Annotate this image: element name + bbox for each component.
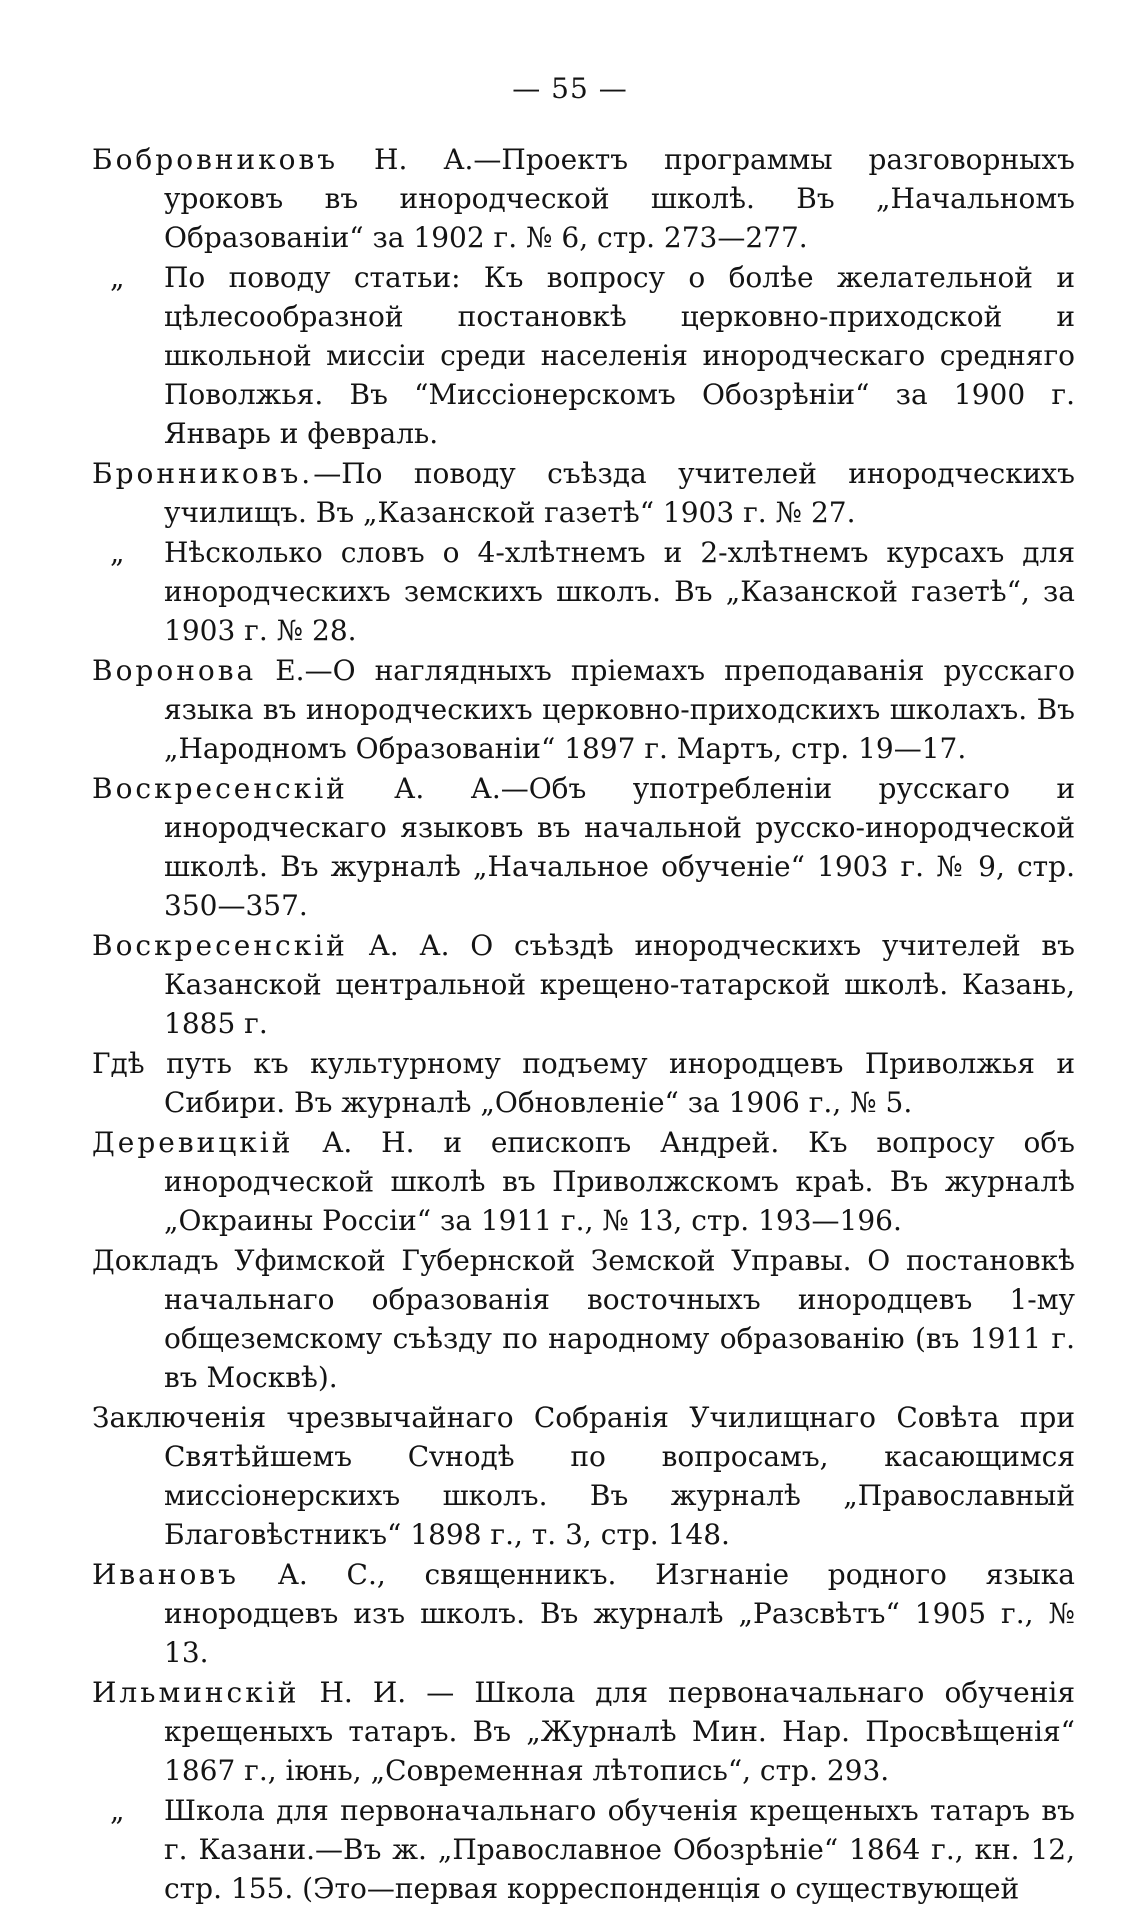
bibliography-entry <box>92 926 1075 1043</box>
entry-text: Школа для первоначальнаго обученія крещеныхъ татаръ въ г. Казани.—Въ ж. „Православное Обозрѣніе“ 1864 г., кн. 12, стр. 155. (Это—первая корреспонденція о существующей <box>164 1794 1075 1905</box>
entry-author: Воронова <box>92 654 257 687</box>
bibliography-entry <box>92 1791 1075 1908</box>
entry-text: Е.—О наглядныхъ пріемахъ преподаванія русскаго языка въ инородческихъ церковно-приходскихъ школахъ. Въ „Народномъ Образованіи“ 1897 г. Мартъ, стр. 19—17. <box>164 654 1075 765</box>
entry-author: Ивановъ <box>92 1558 239 1591</box>
bibliography-entry <box>92 258 1075 453</box>
entry-text: По поводу статьи: Къ вопросу о болѣе желательной и цѣлесообразной постановкѣ церковно-приходской и школьной миссіи среди населенія инородческаго средняго Поволжья. Въ “Миссіонерскомъ Обозрѣніи“ за 1900 г. Январь и февраль. <box>164 261 1075 450</box>
ditto-mark: „ <box>110 536 125 569</box>
ditto-mark: „ <box>110 1794 125 1827</box>
entry-author: Деревицкій <box>92 1126 294 1159</box>
entry-text: —По поводу съѣзда учителей инородческихъ училищъ. Въ „Казанской газетѣ“ 1903 г. № 27. <box>164 457 1075 529</box>
entry-text: Заключенія чрезвычайнаго Собранія Училищнаго Совѣта при Святѣйшемъ Сvнодѣ по вопросамъ, касающимся миссіонерскихъ школъ. Въ журналѣ „Православный Благовѣстникъ“ 1898 г., т. 3, стр. 148. <box>92 1401 1075 1551</box>
bibliography-list <box>92 140 1075 1909</box>
entry-author: Воскресенскій <box>92 929 348 962</box>
bibliography-entry <box>92 1555 1075 1672</box>
entry-author: Ильминскій <box>92 1676 300 1709</box>
bibliography-entry <box>92 651 1075 768</box>
bibliography-entry <box>92 140 1075 257</box>
entry-text: Н. И. — Школа для первоначальнаго обученія крещеныхъ татаръ. Въ „Журналѣ Мин. Нар. Просвѣщенія“ 1867 г., іюнь, „Современная лѣтопись“, стр. 293. <box>164 1676 1075 1787</box>
bibliography-entry <box>92 454 1075 532</box>
entry-text: А. С., священникъ. Изгнаніе родного языка инородцевъ изъ школъ. Въ журналѣ „Разсвѣтъ“ 1905 г., № 13. <box>164 1558 1075 1669</box>
entry-author: Воскресенскій <box>92 772 348 805</box>
entry-text: А. Н. и епископъ Андрей. Къ вопросу объ инородческой школѣ въ Приволжскомъ краѣ. Въ журналѣ „Окраины Россіи“ за 1911 г., № 13, стр. 193—196. <box>164 1126 1075 1237</box>
ditto-mark: „ <box>110 261 125 294</box>
page-number: — 55 — <box>512 72 628 105</box>
entry-text: А. А. О съѣздѣ инородческихъ учителей въ Казанской центральной крещено-татарской школѣ. Казань, 1885 г. <box>164 929 1075 1040</box>
entry-text: Гдѣ путь къ культурному подъему инородцевъ Приволжья и Сибири. Въ журналѣ „Обновленіе“ за 1906 г., № 5. <box>92 1047 1075 1119</box>
entry-author: Бронниковъ. <box>92 457 314 490</box>
entry-author: Бобровниковъ <box>92 143 339 176</box>
bibliography-entry <box>92 533 1075 650</box>
entry-text: Докладъ Уфимской Губернской Земской Управы. О постановкѣ начальнаго образованія восточныхъ инородцевъ 1-му общеземскому съѣзду по народному образованію (въ 1911 г. въ Москвѣ). <box>92 1244 1075 1394</box>
bibliography-entry <box>92 1673 1075 1790</box>
bibliography-entry <box>92 1044 1075 1122</box>
entry-text: А. А.—Объ употребленіи русскаго и инородческаго языковъ въ начальной русско-инородческой школѣ. Въ журналѣ „Начальное обученіе“ 1903 г. № 9, стр. 350—357. <box>164 772 1075 922</box>
bibliography-entry <box>92 1123 1075 1240</box>
bibliography-entry <box>92 769 1075 925</box>
entry-text: Н. А.—Проектъ программы разговорныхъ уроковъ въ инородческой школѣ. Въ „Начальномъ Образованіи“ за 1902 г. № 6, стр. 273—277. <box>164 143 1075 254</box>
bibliography-entry <box>92 1398 1075 1554</box>
entry-text: Нѣсколько словъ о 4-хлѣтнемъ и 2-хлѣтнемъ курсахъ для инородческихъ земскихъ школъ. Въ „Казанской газетѣ“, за 1903 г. № 28. <box>164 536 1075 647</box>
bibliography-entry <box>92 1241 1075 1397</box>
